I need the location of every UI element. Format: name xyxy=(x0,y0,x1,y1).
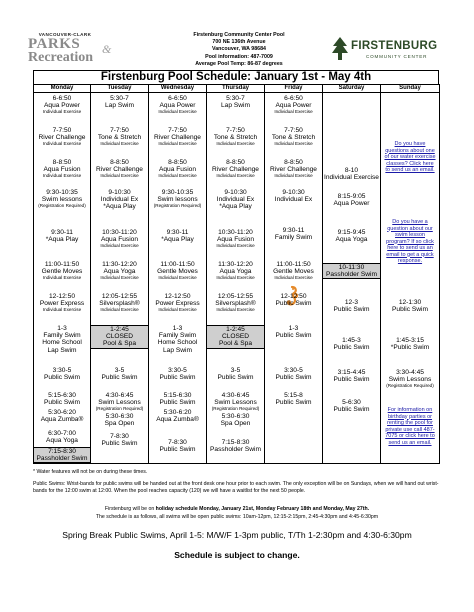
day-header: Saturday xyxy=(323,85,381,93)
class-block: 6-6:50 Aqua Power Individual Exercise xyxy=(158,95,197,115)
class-block: 3:30-5 Public Swim xyxy=(44,367,80,382)
pool-info-line: 700 NE 136th Avenue xyxy=(212,39,266,46)
class-block: 5:15-6:30 Public Swim xyxy=(44,392,80,407)
class-block: 5:15-8 Public Swim xyxy=(275,392,312,407)
holiday-hours: The schedule is as follows, all swims will be open public swims: 10am-12pm, 12:15-2:15pm, 2:45-4:30pm and 4:45-6:30pm xyxy=(95,514,379,520)
class-block: 5:30-6:20 Aqua Zumba® xyxy=(40,409,84,424)
class-block: 9-10:30 Individual Ex *Aqua Play xyxy=(216,189,255,211)
pool-info-line: Pool information: 487-7009 xyxy=(205,53,273,60)
water-exercise-email-link[interactable]: Do you have questions about one of our water exercise classes? Click here to send us an email. xyxy=(384,141,436,173)
pool-info-line: Firstenburg Community Center Pool xyxy=(193,32,285,38)
class-block: 7-7:50 Tone & Stretch Individual Exercise xyxy=(271,127,316,147)
class-block: 3-5 Public Swim xyxy=(101,367,138,382)
day-header: Thursday xyxy=(207,85,265,93)
class-block: 1-3 Family Swim Home School Lap Swim xyxy=(157,325,198,354)
parks-recreation-logo xyxy=(28,32,124,72)
class-block: 1-2:45 CLOSED Pool & Spa xyxy=(207,325,264,349)
class-block: 8-8:50 River Challenge Individual Exercise xyxy=(212,159,259,179)
saturday-column xyxy=(323,93,380,463)
pool-info-line: Vancouver, WA 98684 xyxy=(212,46,266,53)
holiday-prefix: Firstenburg will be on xyxy=(104,506,156,512)
pool-info-line: Average Pool Temp: 86-87 degrees xyxy=(195,60,283,67)
class-block: 6:30-7:00 Aqua Yoga xyxy=(46,430,78,445)
class-block: 7-7:50 River Challenge Individual Exercise xyxy=(38,127,86,147)
class-block: 11:00-11:50 Gentle Moves Individual Exercise xyxy=(273,261,314,281)
class-block: 7-7:50 River Challenge Individual Exercise xyxy=(154,127,201,147)
class-block: 8-8:50 Aqua Fusion Individual Exercise xyxy=(158,159,197,179)
class-block: 11:30-12:20 Aqua Yoga Individual Exercise xyxy=(100,261,139,281)
class-block: 7-7:50 Tone & Stretch Individual Exercise xyxy=(213,127,258,147)
logo-name: FIRSTENBURG xyxy=(351,40,438,52)
class-block: 5:30-6:20 Aqua Zumba® xyxy=(156,409,199,424)
class-block: 9:15-9:45 Aqua Yoga xyxy=(335,229,368,244)
class-block: 11:00-11:50 Gentle Moves Individual Exercise xyxy=(41,261,83,281)
class-block: 3:30-5 Public Swim xyxy=(275,367,312,382)
class-block: 12-12:50 Power Express Individual Exercise xyxy=(155,293,200,313)
day-header: Monday xyxy=(34,85,91,93)
class-block: 5:30-7 Lap Swim xyxy=(105,95,134,110)
class-block: 5-6:30 Public Swim xyxy=(333,399,370,414)
class-block: 6-6:50 Aqua Power Individual Exercise xyxy=(42,95,82,115)
schedule-change-notice: Schedule is subject to change. xyxy=(174,550,300,560)
class-block: 12-12:50 Public Swim xyxy=(275,293,312,308)
class-block: 8-8:50 River Challenge Individual Exercise xyxy=(270,159,317,179)
class-block: 5:15-6:30 Public Swim xyxy=(159,392,196,407)
class-block: 11:00-11:50 Gentle Moves Individual Exercise xyxy=(157,261,198,281)
water-feature-note: * Water features will not be on during these times. xyxy=(33,469,148,475)
class-block: 12-12:50 Power Express Individual Exercise xyxy=(39,293,85,313)
day-header: Tuesday xyxy=(91,85,149,93)
swim-lesson-email-link[interactable]: Do you have a question about our swim lesson program? If so click here to send us an email to get a quick response. xyxy=(386,219,434,264)
class-block: 1-3 Public Swim xyxy=(275,325,312,340)
logo-line-3: Recreation xyxy=(28,50,94,65)
wednesday-column xyxy=(149,93,206,463)
friday-column xyxy=(265,93,322,463)
class-block: 9:30-10:35 Swim lessons (Registration Required) xyxy=(38,189,86,209)
class-block: 1:45-3:15 *Public Swim xyxy=(390,337,430,352)
logo-sub: COMMUNITY CENTER xyxy=(366,54,428,59)
class-block: 5:30-6:30 Spa Open xyxy=(104,413,135,428)
class-block: 8-8:50 Aqua Fusion Individual Exercise xyxy=(42,159,82,179)
class-block: 9:30-11 Family Swim xyxy=(274,227,313,242)
day-header: Wednesday xyxy=(149,85,207,93)
class-block: 7:15-8:30 Passholder Swim xyxy=(34,447,90,463)
class-block: 5:30-7 Lap Swim xyxy=(221,95,250,110)
class-block: 1:45-3 Public Swim xyxy=(333,337,370,352)
class-block: 7-8:30 Public Swim xyxy=(159,439,196,454)
pool-info xyxy=(164,32,314,68)
class-block: 7-7:50 Tone & Stretch Individual Exercise xyxy=(97,127,142,147)
page-title: Firstenburg Pool Schedule: January 1st - May 4th xyxy=(33,70,439,84)
class-block: 3:30-4:45 Swim Lessons (Registration Required) xyxy=(386,369,434,389)
firstenburg-logo xyxy=(330,36,448,66)
class-block: 12-1:30 Public Swim xyxy=(392,299,428,314)
day-header: Friday xyxy=(265,85,323,93)
class-block: 11:30-12:20 Aqua Yoga Individual Exercise xyxy=(216,261,255,281)
holiday-schedule xyxy=(33,506,441,513)
class-block: 9-10:30 Individual Ex xyxy=(274,189,313,204)
wristband-policy: Public Swims: Wrist-bands for public swims will be handed out at the front desk one hour prior to each swim. The only exception will be on Sundays, when we will hand out wrist-bands for the 12:00 swim at 12:00. When the pool reaches capacity (120) we will have a waitlist for the next 50 people. xyxy=(33,481,439,494)
party-rental-email-link[interactable]: For information on birthday parties or renting the pool for private use call 487-7075 or click here to send us an email. xyxy=(385,407,435,446)
class-block: 3:30-5 Public Swim xyxy=(159,367,196,382)
class-block: 3:15-4:45 Public Swim xyxy=(333,369,370,384)
thursday-column xyxy=(207,93,264,463)
logo-line-2: PARKS xyxy=(28,36,81,52)
monday-column xyxy=(34,93,90,463)
class-block: 9:30-10:35 Swim lessons (Registration Required) xyxy=(153,189,202,209)
day-header: Sunday xyxy=(381,85,440,93)
class-block: 9:30-11 *Aqua Play xyxy=(161,229,194,244)
class-block: 10:30-11:20 Aqua Fusion Individual Exercise xyxy=(216,229,255,249)
holiday-dates: holiday schedule Monday, January 21st, Monday February 18th and Monday, May 27th. xyxy=(155,506,370,512)
tree-icon xyxy=(330,36,350,62)
class-block: 8:15-9:05 Aqua Power xyxy=(333,193,370,208)
sunday-column xyxy=(381,93,439,463)
class-block: 8-8:50 River Challenge Individual Exercise xyxy=(96,159,143,179)
schedule-table xyxy=(33,84,440,464)
header xyxy=(24,30,450,72)
class-block: 12-3 Public Swim xyxy=(333,299,370,314)
spring-break-schedule: Spring Break Public Swims, April 1-5: M/W/F 1-3pm public, T/Th 1-2:30pm and 4:30-6:30pm xyxy=(62,530,412,540)
logo-line-1: VANCOUVER-CLARK xyxy=(38,32,92,37)
class-block: 10-11:30 Passholder Swim xyxy=(323,263,380,279)
class-block: 5:30-6:30 Spa Open xyxy=(220,413,251,428)
tuesday-column xyxy=(91,93,148,463)
class-block: 4:30-6:45 Swim Lessons (Registration Required) xyxy=(95,392,144,412)
class-block: 6-6:50 Aqua Power Individual Exercise xyxy=(274,95,313,115)
class-block: 9:30-11 *Aqua Play xyxy=(45,229,79,244)
class-block: 4:30-6:45 Swim Lessons (Registration Required) xyxy=(211,392,260,412)
class-block: 8-10 Individual Exercise xyxy=(324,167,379,182)
logo-amp: & xyxy=(102,42,112,56)
class-block: 12:05-12:55 Silversplash® Individual Exercise xyxy=(99,293,140,313)
class-block: 7-8:30 Public Swim xyxy=(101,433,138,448)
class-block: 1-2:45 CLOSED Pool & Spa xyxy=(91,325,148,349)
class-block: 3-5 Public Swim xyxy=(217,367,254,382)
class-block: 9-10:30 Individual Ex *Aqua Play xyxy=(100,189,139,211)
class-block: 7:15-8:30 Passholder Swim xyxy=(210,439,261,454)
class-block: 12:05-12:55 Silversplash® Individual Exercise xyxy=(215,293,256,313)
class-block: 1-3 Family Swim Home School Lap Swim xyxy=(42,325,82,354)
class-block: 10:30-11:20 Aqua Fusion Individual Exercise xyxy=(100,229,139,249)
